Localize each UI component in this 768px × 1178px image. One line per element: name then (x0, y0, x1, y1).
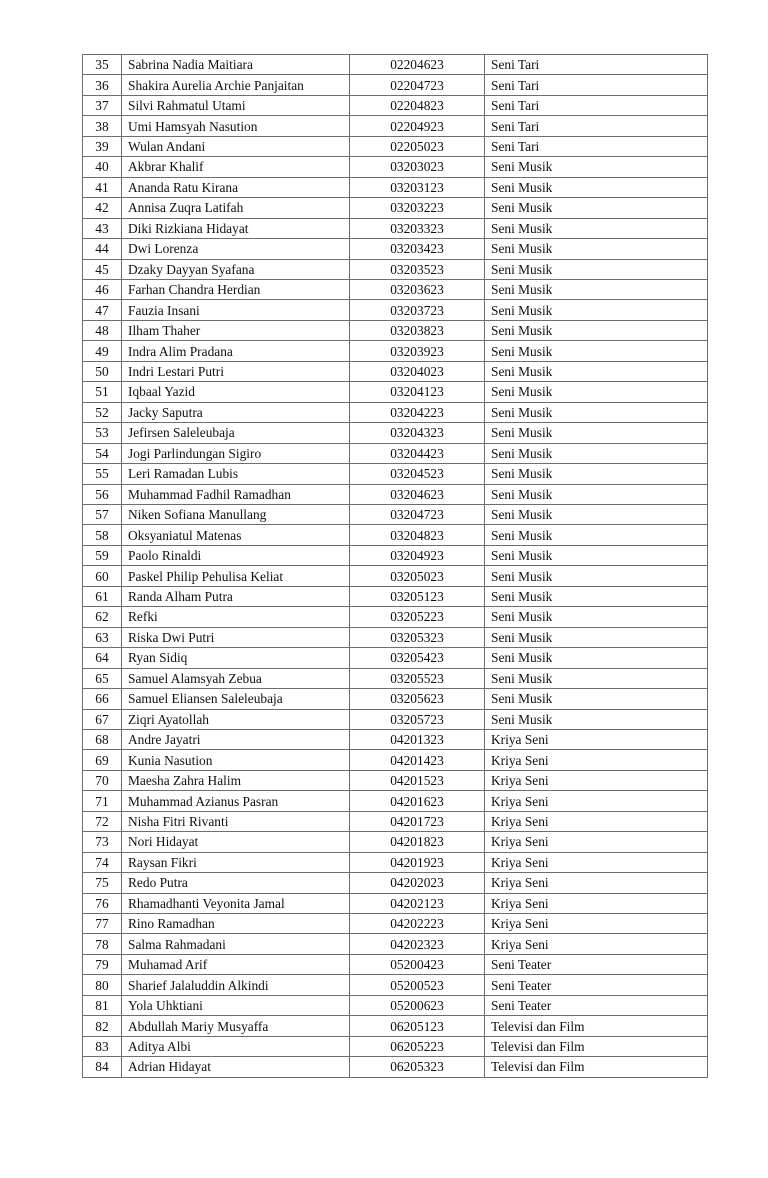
row-number-cell: 71 (83, 791, 122, 811)
row-number-cell: 56 (83, 484, 122, 504)
table-row (83, 239, 708, 259)
student-id-cell: 03203823 (350, 320, 485, 340)
student-name-cell: Fauzia Insani (122, 300, 350, 320)
table-row (83, 443, 708, 463)
student-name-cell: Redo Putra (122, 873, 350, 893)
student-id-cell: 03205623 (350, 689, 485, 709)
student-id-cell: 03203023 (350, 157, 485, 177)
student-name-cell: Aditya Albi (122, 1036, 350, 1056)
table-row (83, 341, 708, 361)
study-program-cell: Seni Musik (485, 607, 708, 627)
row-number-cell: 53 (83, 423, 122, 443)
student-name-cell: Indra Alim Pradana (122, 341, 350, 361)
student-id-cell: 05200423 (350, 954, 485, 974)
student-id-cell: 02204923 (350, 116, 485, 136)
student-id-cell: 04202023 (350, 873, 485, 893)
study-program-cell: Seni Musik (485, 648, 708, 668)
row-number-cell: 75 (83, 873, 122, 893)
row-number-cell: 39 (83, 136, 122, 156)
table-row (83, 689, 708, 709)
student-id-cell: 02205023 (350, 136, 485, 156)
student-name-cell: Rhamadhanti Veyonita Jamal (122, 893, 350, 913)
study-program-cell: Seni Musik (485, 668, 708, 688)
student-id-cell: 02204723 (350, 75, 485, 95)
student-name-cell: Muhammad Fadhil Ramadhan (122, 484, 350, 504)
row-number-cell: 74 (83, 852, 122, 872)
study-program-cell: Seni Musik (485, 504, 708, 524)
study-program-cell: Seni Musik (485, 177, 708, 197)
student-name-cell: Jogi Parlindungan Sigiro (122, 443, 350, 463)
student-name-cell: Kunia Nasution (122, 750, 350, 770)
student-id-cell: 04201323 (350, 729, 485, 749)
row-number-cell: 81 (83, 995, 122, 1015)
table-row (83, 709, 708, 729)
student-id-cell: 03204523 (350, 464, 485, 484)
table-row (83, 934, 708, 954)
table-row (83, 566, 708, 586)
student-id-cell: 04201823 (350, 832, 485, 852)
study-program-cell: Seni Musik (485, 525, 708, 545)
row-number-cell: 41 (83, 177, 122, 197)
table-row (83, 627, 708, 647)
student-name-cell: Farhan Chandra Herdian (122, 279, 350, 299)
study-program-cell: Seni Musik (485, 300, 708, 320)
student-name-cell: Nisha Fitri Rivanti (122, 811, 350, 831)
student-id-cell: 03205523 (350, 668, 485, 688)
student-id-cell: 03205123 (350, 586, 485, 606)
student-id-cell: 03205323 (350, 627, 485, 647)
student-name-cell: Refki (122, 607, 350, 627)
study-program-cell: Seni Musik (485, 341, 708, 361)
table-row (83, 914, 708, 934)
student-name-cell: Abdullah Mariy Musyaffa (122, 1016, 350, 1036)
row-number-cell: 69 (83, 750, 122, 770)
study-program-cell: Seni Musik (485, 218, 708, 238)
study-program-cell: Seni Musik (485, 689, 708, 709)
student-id-cell: 03204323 (350, 423, 485, 443)
table-row (83, 770, 708, 790)
study-program-cell: Seni Tari (485, 75, 708, 95)
student-id-cell: 03204023 (350, 361, 485, 381)
table-row (83, 525, 708, 545)
student-name-cell: Nori Hidayat (122, 832, 350, 852)
student-id-cell: 02204823 (350, 95, 485, 115)
row-number-cell: 43 (83, 218, 122, 238)
table-row (83, 484, 708, 504)
student-id-cell: 03203223 (350, 198, 485, 218)
student-name-cell: Ziqri Ayatollah (122, 709, 350, 729)
student-id-cell: 03205223 (350, 607, 485, 627)
row-number-cell: 54 (83, 443, 122, 463)
study-program-cell: Kriya Seni (485, 729, 708, 749)
student-id-cell: 03204423 (350, 443, 485, 463)
table-row (83, 648, 708, 668)
row-number-cell: 57 (83, 504, 122, 524)
study-program-cell: Televisi dan Film (485, 1057, 708, 1077)
student-name-cell: Paskel Philip Pehulisa Keliat (122, 566, 350, 586)
table-row (83, 75, 708, 95)
row-number-cell: 66 (83, 689, 122, 709)
row-number-cell: 55 (83, 464, 122, 484)
student-name-cell: Umi Hamsyah Nasution (122, 116, 350, 136)
student-id-cell: 05200523 (350, 975, 485, 995)
table-row (83, 95, 708, 115)
study-program-cell: Kriya Seni (485, 770, 708, 790)
student-name-cell: Samuel Eliansen Saleleubaja (122, 689, 350, 709)
study-program-cell: Televisi dan Film (485, 1036, 708, 1056)
study-program-cell: Televisi dan Film (485, 1016, 708, 1036)
study-program-cell: Seni Musik (485, 464, 708, 484)
table-row (83, 423, 708, 443)
row-number-cell: 82 (83, 1016, 122, 1036)
student-name-cell: Paolo Rinaldi (122, 545, 350, 565)
study-program-cell: Kriya Seni (485, 934, 708, 954)
table-row (83, 382, 708, 402)
student-id-cell: 03204123 (350, 382, 485, 402)
row-number-cell: 83 (83, 1036, 122, 1056)
study-program-cell: Kriya Seni (485, 852, 708, 872)
table-row (83, 279, 708, 299)
study-program-cell: Seni Musik (485, 484, 708, 504)
table-row (83, 893, 708, 913)
row-number-cell: 51 (83, 382, 122, 402)
student-id-cell: 04201523 (350, 770, 485, 790)
student-name-cell: Maesha Zahra Halim (122, 770, 350, 790)
table-row (83, 116, 708, 136)
row-number-cell: 68 (83, 729, 122, 749)
table-row (83, 995, 708, 1015)
student-name-cell: Shakira Aurelia Archie Panjaitan (122, 75, 350, 95)
student-name-cell: Adrian Hidayat (122, 1057, 350, 1077)
study-program-cell: Seni Teater (485, 995, 708, 1015)
row-number-cell: 58 (83, 525, 122, 545)
student-name-cell: Rino Ramadhan (122, 914, 350, 934)
row-number-cell: 46 (83, 279, 122, 299)
student-id-cell: 06205323 (350, 1057, 485, 1077)
student-id-cell: 03205023 (350, 566, 485, 586)
study-program-cell: Kriya Seni (485, 914, 708, 934)
student-id-cell: 03203123 (350, 177, 485, 197)
student-name-cell: Andre Jayatri (122, 729, 350, 749)
study-program-cell: Kriya Seni (485, 873, 708, 893)
student-id-cell: 03204923 (350, 545, 485, 565)
student-id-cell: 03204623 (350, 484, 485, 504)
study-program-cell: Seni Musik (485, 443, 708, 463)
student-name-cell: Leri Ramadan Lubis (122, 464, 350, 484)
student-name-cell: Niken Sofiana Manullang (122, 504, 350, 524)
study-program-cell: Seni Musik (485, 320, 708, 340)
table-row (83, 975, 708, 995)
row-number-cell: 62 (83, 607, 122, 627)
table-row (83, 668, 708, 688)
study-program-cell: Seni Musik (485, 361, 708, 381)
student-name-cell: Ananda Ratu Kirana (122, 177, 350, 197)
student-name-cell: Ryan Sidiq (122, 648, 350, 668)
row-number-cell: 42 (83, 198, 122, 218)
student-id-cell: 04201423 (350, 750, 485, 770)
table-row (83, 504, 708, 524)
student-id-cell: 03203423 (350, 239, 485, 259)
study-program-cell: Seni Musik (485, 709, 708, 729)
row-number-cell: 67 (83, 709, 122, 729)
student-name-cell: Annisa Zuqra Latifah (122, 198, 350, 218)
table-row (83, 811, 708, 831)
student-name-cell: Silvi Rahmatul Utami (122, 95, 350, 115)
row-number-cell: 63 (83, 627, 122, 647)
table-row (83, 177, 708, 197)
student-id-cell: 04201723 (350, 811, 485, 831)
table-row (83, 259, 708, 279)
student-id-cell: 04202123 (350, 893, 485, 913)
student-name-cell: Ilham Thaher (122, 320, 350, 340)
row-number-cell: 76 (83, 893, 122, 913)
student-name-cell: Jacky Saputra (122, 402, 350, 422)
student-id-cell: 03205723 (350, 709, 485, 729)
row-number-cell: 65 (83, 668, 122, 688)
table-row (83, 729, 708, 749)
study-program-cell: Seni Musik (485, 382, 708, 402)
table-row (83, 954, 708, 974)
study-program-cell: Seni Tari (485, 116, 708, 136)
row-number-cell: 44 (83, 239, 122, 259)
student-id-cell: 04202223 (350, 914, 485, 934)
student-id-cell: 03204723 (350, 504, 485, 524)
row-number-cell: 61 (83, 586, 122, 606)
student-name-cell: Jefirsen Saleleubaja (122, 423, 350, 443)
student-id-cell: 03205423 (350, 648, 485, 668)
row-number-cell: 37 (83, 95, 122, 115)
table-row (83, 361, 708, 381)
student-id-cell: 04201923 (350, 852, 485, 872)
study-program-cell: Seni Musik (485, 279, 708, 299)
table-row (83, 1057, 708, 1077)
row-number-cell: 84 (83, 1057, 122, 1077)
row-number-cell: 35 (83, 55, 122, 75)
table-row (83, 464, 708, 484)
table-row (83, 136, 708, 156)
study-program-cell: Seni Musik (485, 586, 708, 606)
student-name-cell: Samuel Alamsyah Zebua (122, 668, 350, 688)
student-name-cell: Dzaky Dayyan Syafana (122, 259, 350, 279)
row-number-cell: 78 (83, 934, 122, 954)
row-number-cell: 59 (83, 545, 122, 565)
study-program-cell: Kriya Seni (485, 893, 708, 913)
study-program-cell: Kriya Seni (485, 832, 708, 852)
row-number-cell: 70 (83, 770, 122, 790)
study-program-cell: Seni Teater (485, 954, 708, 974)
study-program-cell: Seni Tari (485, 55, 708, 75)
table-row (83, 218, 708, 238)
study-program-cell: Seni Musik (485, 423, 708, 443)
table-row (83, 55, 708, 75)
table-row (83, 157, 708, 177)
table-row (83, 300, 708, 320)
student-name-cell: Oksyaniatul Matenas (122, 525, 350, 545)
table-row (83, 873, 708, 893)
student-table (82, 54, 708, 1078)
row-number-cell: 73 (83, 832, 122, 852)
row-number-cell: 50 (83, 361, 122, 381)
row-number-cell: 48 (83, 320, 122, 340)
row-number-cell: 64 (83, 648, 122, 668)
student-name-cell: Diki Rizkiana Hidayat (122, 218, 350, 238)
student-table-body (83, 55, 708, 1078)
table-row (83, 832, 708, 852)
student-id-cell: 06205223 (350, 1036, 485, 1056)
student-id-cell: 03204223 (350, 402, 485, 422)
table-row (83, 852, 708, 872)
student-id-cell: 03203523 (350, 259, 485, 279)
study-program-cell: Seni Musik (485, 627, 708, 647)
row-number-cell: 72 (83, 811, 122, 831)
student-name-cell: Riska Dwi Putri (122, 627, 350, 647)
student-id-cell: 06205123 (350, 1016, 485, 1036)
row-number-cell: 49 (83, 341, 122, 361)
row-number-cell: 36 (83, 75, 122, 95)
student-id-cell: 04201623 (350, 791, 485, 811)
row-number-cell: 40 (83, 157, 122, 177)
study-program-cell: Seni Tari (485, 95, 708, 115)
student-name-cell: Muhammad Azianus Pasran (122, 791, 350, 811)
row-number-cell: 45 (83, 259, 122, 279)
table-row (83, 198, 708, 218)
student-id-cell: 02204623 (350, 55, 485, 75)
study-program-cell: Seni Musik (485, 402, 708, 422)
table-row (83, 1016, 708, 1036)
row-number-cell: 52 (83, 402, 122, 422)
student-name-cell: Muhamad Arif (122, 954, 350, 974)
student-name-cell: Sharief Jalaluddin Alkindi (122, 975, 350, 995)
row-number-cell: 77 (83, 914, 122, 934)
table-row (83, 750, 708, 770)
student-id-cell: 03203623 (350, 279, 485, 299)
study-program-cell: Kriya Seni (485, 750, 708, 770)
student-id-cell: 03204823 (350, 525, 485, 545)
student-id-cell: 03203323 (350, 218, 485, 238)
table-row (83, 320, 708, 340)
study-program-cell: Seni Musik (485, 259, 708, 279)
study-program-cell: Kriya Seni (485, 791, 708, 811)
table-row (83, 545, 708, 565)
study-program-cell: Seni Musik (485, 545, 708, 565)
study-program-cell: Seni Musik (485, 566, 708, 586)
student-name-cell: Yola Uhktiani (122, 995, 350, 1015)
row-number-cell: 47 (83, 300, 122, 320)
study-program-cell: Seni Tari (485, 136, 708, 156)
table-row (83, 1036, 708, 1056)
row-number-cell: 80 (83, 975, 122, 995)
table-row (83, 586, 708, 606)
study-program-cell: Seni Musik (485, 157, 708, 177)
row-number-cell: 60 (83, 566, 122, 586)
student-name-cell: Raysan Fikri (122, 852, 350, 872)
student-name-cell: Wulan Andani (122, 136, 350, 156)
table-row (83, 607, 708, 627)
student-id-cell: 03203923 (350, 341, 485, 361)
student-name-cell: Iqbaal Yazid (122, 382, 350, 402)
student-id-cell: 04202323 (350, 934, 485, 954)
student-name-cell: Salma Rahmadani (122, 934, 350, 954)
row-number-cell: 79 (83, 954, 122, 974)
student-id-cell: 05200623 (350, 995, 485, 1015)
student-name-cell: Dwi Lorenza (122, 239, 350, 259)
study-program-cell: Kriya Seni (485, 811, 708, 831)
student-name-cell: Randa Alham Putra (122, 586, 350, 606)
student-name-cell: Akbrar Khalif (122, 157, 350, 177)
study-program-cell: Seni Musik (485, 239, 708, 259)
table-row (83, 791, 708, 811)
student-name-cell: Indri Lestari Putri (122, 361, 350, 381)
study-program-cell: Seni Teater (485, 975, 708, 995)
row-number-cell: 38 (83, 116, 122, 136)
student-name-cell: Sabrina Nadia Maitiara (122, 55, 350, 75)
study-program-cell: Seni Musik (485, 198, 708, 218)
table-row (83, 402, 708, 422)
student-id-cell: 03203723 (350, 300, 485, 320)
